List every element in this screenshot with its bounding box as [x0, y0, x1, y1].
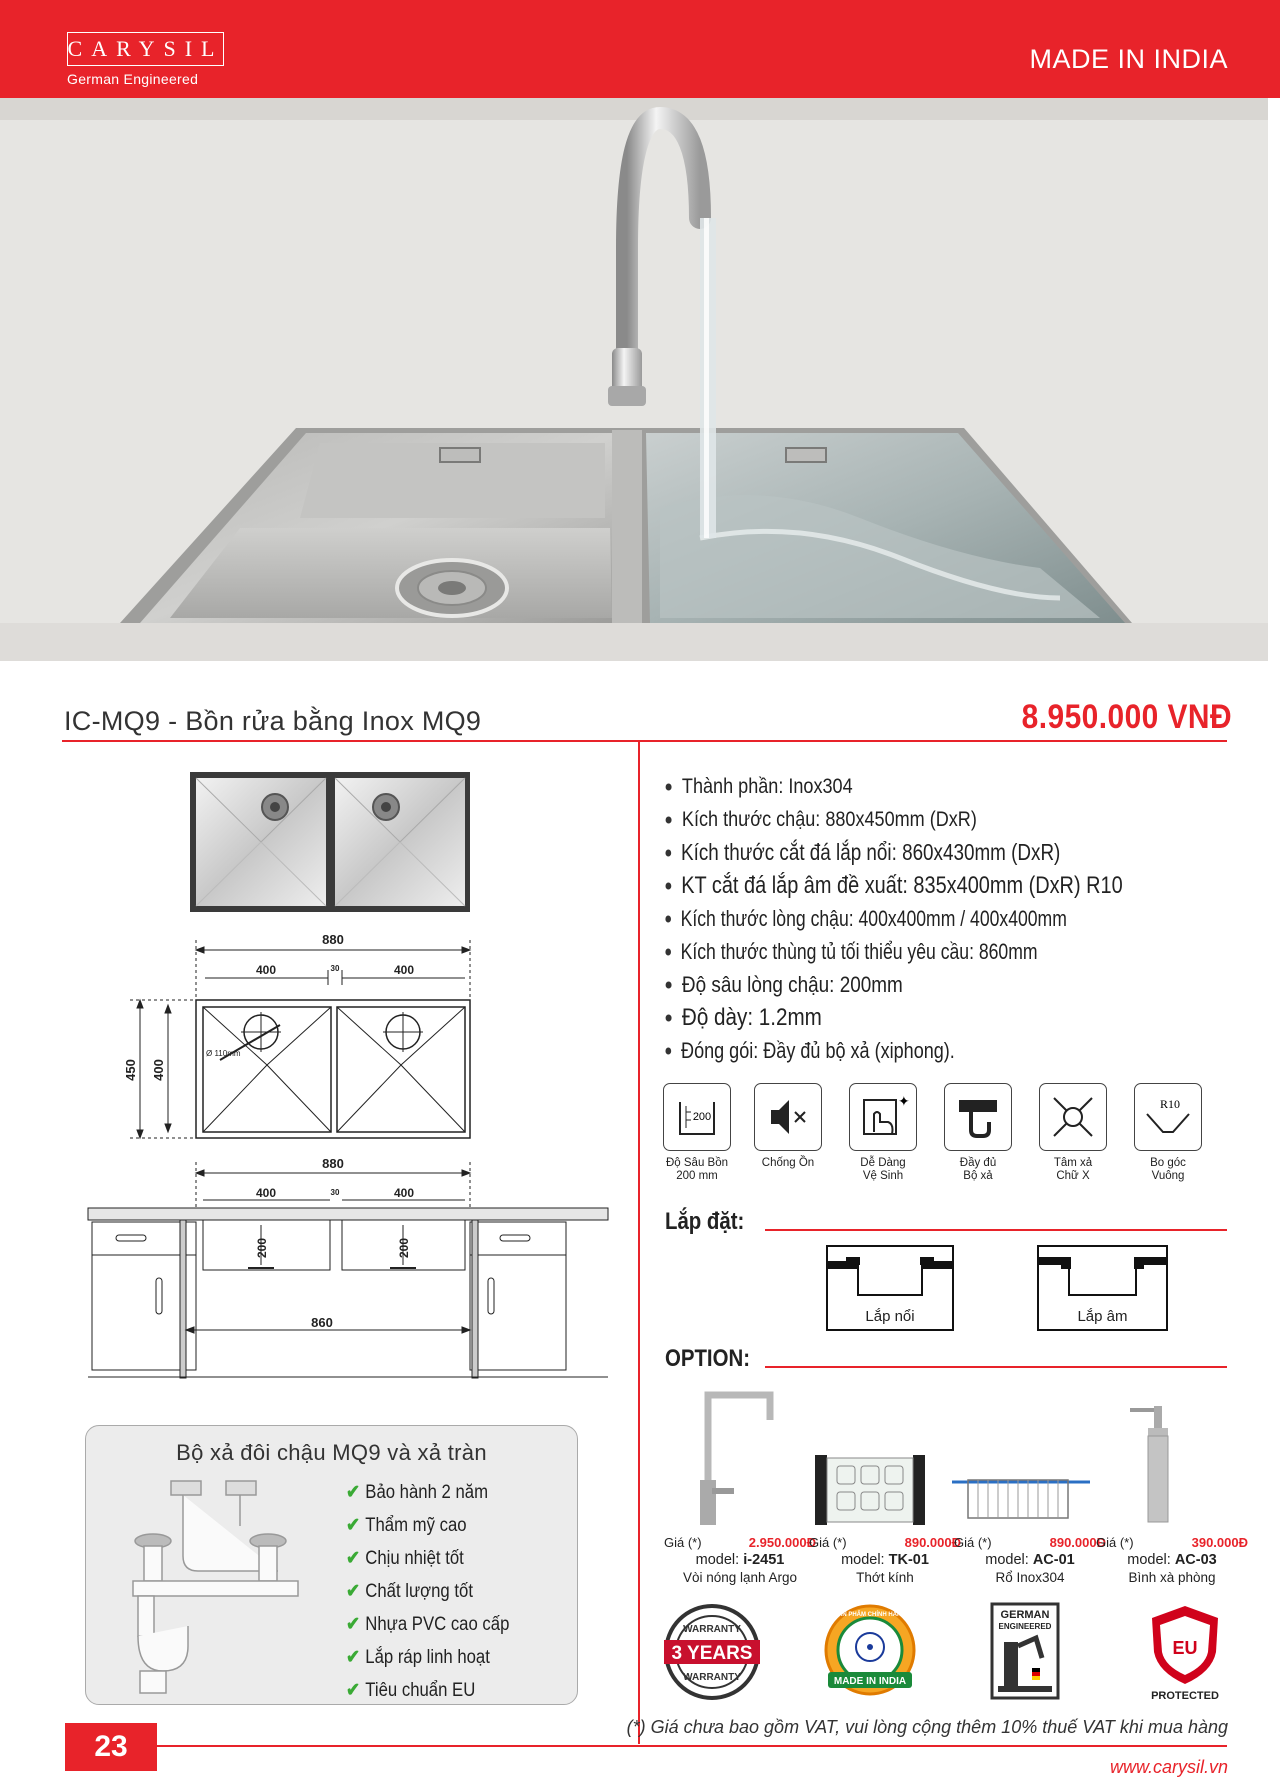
warranty-seal-icon — [662, 1602, 762, 1702]
technical-drawings — [60, 760, 630, 1420]
option-basket[interactable]: Giá (*) 890.000Đ model: AC-01 Rổ Inox304 — [950, 1380, 1110, 1585]
dim-total-width: 880 — [322, 932, 344, 947]
dim-bowl-width-left: 400 — [255, 963, 277, 977]
column-divider — [638, 742, 640, 1744]
feature-x-drain: Tâm xả Chữ X — [1033, 1083, 1113, 1183]
svg-text:EU: EU — [1172, 1638, 1198, 1658]
origin-label: MADE IN INDIA — [1029, 44, 1228, 74]
spec-item: Thành phần: Inox304 — [663, 770, 1139, 803]
product-title: IC-MQ9 - Bồn rửa bằng Inox MQ9 — [64, 706, 482, 736]
hero-sink-photo — [0, 98, 1268, 661]
benefit-item: ✔ Bảo hành 2 năm — [346, 1482, 489, 1503]
eu-shield-icon — [1140, 1602, 1230, 1702]
benefit-item: ✔ Thẩm mỹ cao — [346, 1515, 467, 1536]
check-icon: ✔ — [346, 1515, 361, 1536]
feature-square-corner: R10 Bo góc Vuông — [1128, 1083, 1208, 1183]
check-icon: ✔ — [346, 1548, 361, 1569]
check-icon: ✔ — [346, 1680, 361, 1701]
feature-icons — [663, 1083, 1233, 1183]
svg-text:ENGINEERED: ENGINEERED — [998, 1622, 1052, 1631]
product-price: 8.950.000 VNĐ — [1021, 698, 1232, 736]
check-icon: ✔ — [346, 1581, 361, 1602]
check-icon: ✔ — [346, 1482, 361, 1503]
benefit-item: ✔ Chịu nhiệt tốt — [346, 1548, 464, 1569]
feature-easy-clean: ✦ Dễ Dàng Vệ Sinh — [843, 1083, 923, 1183]
german-engineered-icon — [990, 1602, 1060, 1702]
spec-item: Đóng gói: Đầy đủ bộ xả (xiphong). — [663, 1034, 1117, 1067]
spec-list — [663, 770, 1217, 1067]
drain-kit-panel — [85, 1425, 578, 1705]
logo-wordmark: CARYSIL — [67, 32, 224, 66]
soap-dispenser-icon — [1092, 1380, 1252, 1535]
sink-top-photo — [190, 772, 470, 912]
spec-item: Kích thước lòng chậu: 400x400mm / 400x400mm — [663, 902, 1106, 935]
drain-set-icon — [944, 1083, 1012, 1151]
website-link[interactable]: www.carysil.vn — [1109, 1757, 1228, 1777]
german-engineered-badge — [990, 1602, 1090, 1702]
sink-illustration — [0, 98, 1268, 661]
vat-note: (*) Giá chưa bao gồm VAT, vui lòng cộng thêm 10% thuế VAT khi mua hàng — [626, 1717, 1228, 1737]
dim-bowl-height: 400 — [151, 1059, 166, 1081]
spec-item: KT cắt đá lắp âm đề xuất: 835x400mm (DxR) R10 — [663, 869, 1123, 902]
benefit-item: ✔ Nhựa PVC cao cấp — [346, 1614, 510, 1635]
basket-icon — [950, 1380, 1110, 1535]
feature-depth: 200 Độ Sâu Bồn 200 mm — [657, 1083, 737, 1183]
sec-depth-right: 200 — [397, 1237, 411, 1259]
carysil-logo — [67, 32, 227, 90]
x-drain-icon — [1039, 1083, 1107, 1151]
svg-text:200: 200 — [692, 1111, 712, 1123]
sec-bowl-width-right: 400 — [393, 1186, 415, 1200]
depth-icon — [663, 1083, 731, 1151]
top-mount-label: Lắp nổi — [865, 1308, 915, 1325]
sec-depth-left: 200 — [255, 1237, 269, 1259]
svg-text:R10: R10 — [1159, 1097, 1181, 1111]
options-divider — [765, 1366, 1227, 1368]
option-glass-board[interactable]: Giá (*) 890.000Đ model: TK-01 Thớt kính — [805, 1380, 965, 1585]
header-bar — [0, 0, 1280, 98]
svg-text:WARRANTY: WARRANTY — [683, 1672, 741, 1683]
faucet-icon — [660, 1380, 820, 1535]
feature-mute: Chống Ồn — [748, 1083, 828, 1170]
eu-protected-badge — [1140, 1602, 1240, 1702]
made-in-india-badge — [820, 1602, 920, 1702]
svg-text:MADE IN INDIA: MADE IN INDIA — [833, 1676, 907, 1687]
option-faucet[interactable]: Giá (*) 2.950.000Đ model: i-2451 Vòi nóng lạnh Argo — [660, 1380, 820, 1585]
divider — [62, 740, 1227, 742]
svg-text:✦: ✦ — [898, 1093, 910, 1109]
svg-text:3 YEARS: 3 YEARS — [671, 1643, 753, 1664]
dim-gap: 30 — [330, 964, 340, 973]
install-heading: Lắp đặt: — [665, 1208, 745, 1235]
svg-text:PROTECTED: PROTECTED — [1151, 1690, 1219, 1702]
dim-height: 450 — [123, 1059, 138, 1081]
spec-item: Kích thước chậu: 880x450mm (DxR) — [663, 803, 1139, 836]
dim-hole: Ø 110mm — [206, 1049, 241, 1058]
options-heading: OPTION: — [665, 1345, 750, 1372]
sec-total-width: 880 — [322, 1156, 344, 1171]
under-mount-diagram — [1037, 1245, 1168, 1331]
spec-item: Độ dày: 1.2mm — [663, 1001, 1139, 1034]
mute-icon — [754, 1083, 822, 1151]
install-divider — [765, 1229, 1227, 1231]
warranty-badge — [662, 1602, 762, 1702]
page-number: 23 — [65, 1723, 157, 1771]
spec-item: Kích thước cắt đá lắp nổi: 860x430mm (DxR) — [663, 836, 1117, 869]
dim-bowl-width-right: 400 — [393, 963, 415, 977]
check-icon: ✔ — [346, 1647, 361, 1668]
check-icon: ✔ — [346, 1614, 361, 1635]
spec-item: Độ sâu lòng chậu: 200mm — [663, 968, 1139, 1001]
benefit-item: ✔ Chất lượng tốt — [346, 1581, 473, 1602]
square-corner-icon — [1134, 1083, 1202, 1151]
under-mount-label: Lắp âm — [1077, 1308, 1128, 1325]
svg-text:WARRANTY: WARRANTY — [683, 1624, 741, 1635]
clean-hand-icon — [849, 1083, 917, 1151]
drain-kit-benefits — [346, 1476, 532, 1707]
top-mount-diagram — [826, 1245, 954, 1331]
sec-gap: 30 — [330, 1188, 340, 1197]
svg-text:GERMAN: GERMAN — [1000, 1609, 1050, 1621]
plan-drawing — [130, 940, 470, 1138]
logo-tagline: German Engineered — [67, 71, 199, 87]
sec-cabinet-width: 860 — [311, 1315, 333, 1330]
svg-text:SẢN PHẨM CHÍNH HÃNG: SẢN PHẨM CHÍNH HÃNG — [834, 1612, 906, 1618]
feature-drain-set: Đầy đủ Bộ xả — [938, 1083, 1018, 1183]
benefit-item: ✔ Lắp ráp linh hoạt — [346, 1647, 490, 1668]
section-drawing — [88, 1162, 608, 1378]
benefit-item: ✔ Tiêu chuẩn EU — [346, 1680, 476, 1701]
option-soap-dispenser[interactable]: Giá (*) 390.000Đ model: AC-03 Bình xà phòng — [1092, 1380, 1252, 1585]
footer-divider — [157, 1745, 1227, 1747]
drain-kit-title: Bộ xả đôi chậu MQ9 và xả tràn — [176, 1440, 487, 1465]
sec-bowl-width-left: 400 — [255, 1186, 277, 1200]
drain-kit-illustration — [108, 1476, 328, 1698]
glass-board-icon — [805, 1380, 965, 1535]
india-seal-icon — [820, 1602, 920, 1702]
spec-item: Kích thước thùng tủ tối thiểu yêu cầu: 860mm — [663, 935, 1106, 968]
